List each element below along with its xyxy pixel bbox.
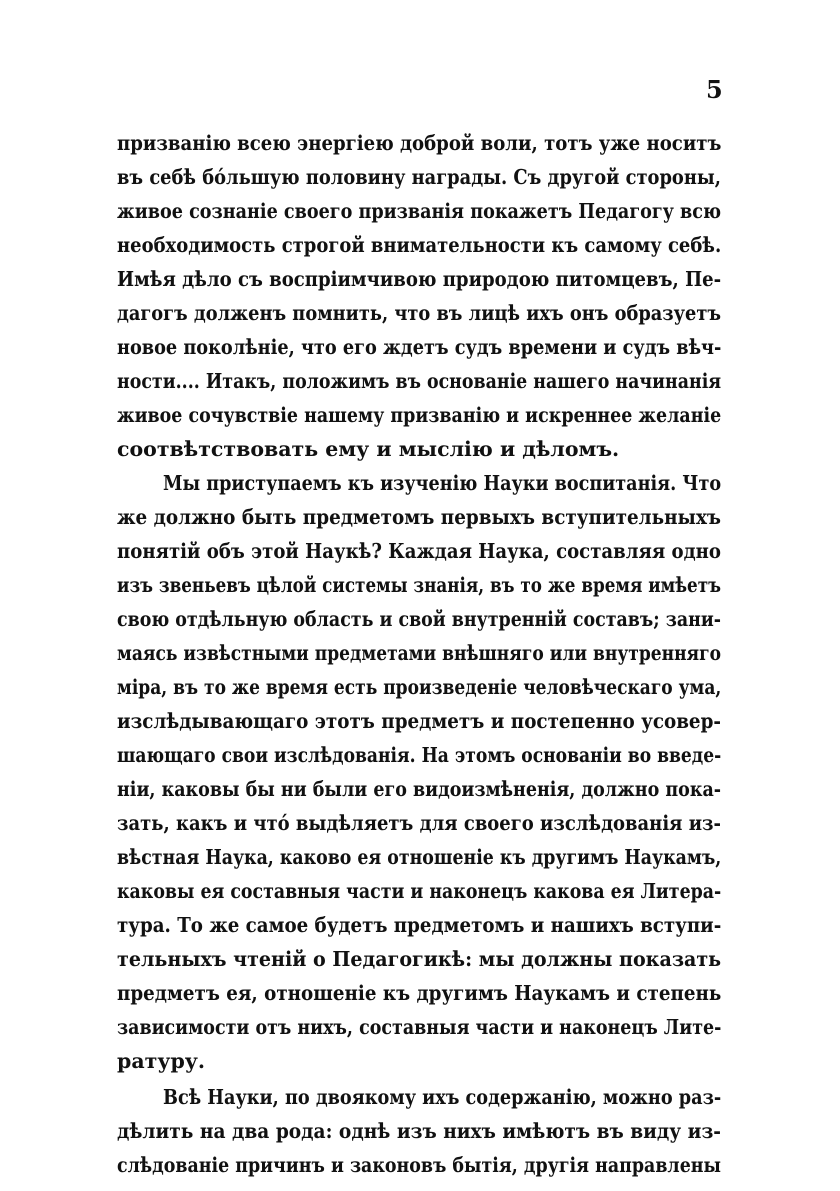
text-line: живое сочувствіе нашему призванію и искреннее желаніе [117,403,722,427]
text-line: зать, какъ и что́ выдѣляетъ для своего изслѣдованія из- [117,811,721,835]
text-line: понятій объ этой Наукѣ? Каждая Наука, составляя одно [117,539,721,563]
text-line: міра, въ то же время есть произведеніе человѣческаго ума, [117,675,722,699]
text-line: дѣлить на два рода: однѣ изъ нихъ имѣютъ въ виду из- [117,1119,721,1143]
text-line: предметъ ея, отношеніе къ другимъ Наукамъ и степень [117,981,722,1005]
text-line: дагогъ долженъ помнить, что въ лицѣ ихъ онъ образуетъ [117,301,722,325]
text-line: вѣстная Наука, каково ея отношеніе къ другимъ Наукамъ, [117,845,722,869]
text-line: же должно быть предметомъ первыхъ вступительныхъ [117,505,721,529]
paragraph-first-line: Всѣ Науки, по двоякому ихъ содержанію, можно раз- [163,1085,722,1109]
paragraph-first-line: Мы приступаемъ къ изученію Науки воспитанія. Что [163,471,722,495]
text-line: живое сознаніе своего призванія покажетъ Педагогу всю [117,199,721,223]
text-line: изслѣдывающаго этотъ предметъ и постепенно усовер- [117,709,721,733]
text-line: ніи, каковы бы ни были его видоизмѣненія, должно пока- [117,777,722,801]
text-line: изъ звеньевъ цѣлой системы знанія, въ то же время имѣетъ [117,573,721,597]
text-line: зависимости отъ нихъ, составныя части и наконецъ Лите- [117,1015,722,1039]
text-line: новое поколѣніе, что его ждетъ судъ времени и судъ вѣч- [117,335,722,359]
text-line: соотвѣтствовать ему и мыслію и дѣломъ. [117,437,620,461]
page-number: 5 [706,75,723,104]
text-line: ности.... Итакъ, положимъ въ основаніе нашего начинанія [117,369,722,393]
text-line: слѣдованіе причинъ и законовъ бытія, другія направлены [117,1153,721,1177]
text-line: въ себѣ бо́льшую половину награды. Съ другой стороны, [117,165,721,189]
text-line: свою отдѣльную область и свой внутренній составъ; зани- [117,607,722,631]
text-line: шающаго свои изслѣдованія. На этомъ основаніи во введе- [117,743,722,767]
text-line: маясь извѣстными предметами внѣшняго или внутренняго [117,641,721,665]
text-line: Имѣя дѣло съ воспріимчивою природою питомцевъ, Пе- [117,267,722,291]
text-line: необходимость строгой внимательности къ самому себѣ. [117,233,722,257]
text-line: призванію всею энергіею доброй воли, тотъ уже носитъ [117,131,722,155]
text-line: ратуру. [117,1049,206,1073]
text-line: тура. То же самое будетъ предметомъ и нашихъ вступи- [117,913,722,937]
text-line: тельныхъ чтеній о Педагогикѣ: мы должны показать [117,947,722,971]
text-line: каковы ея составныя части и наконецъ какова ея Литера- [117,879,722,903]
